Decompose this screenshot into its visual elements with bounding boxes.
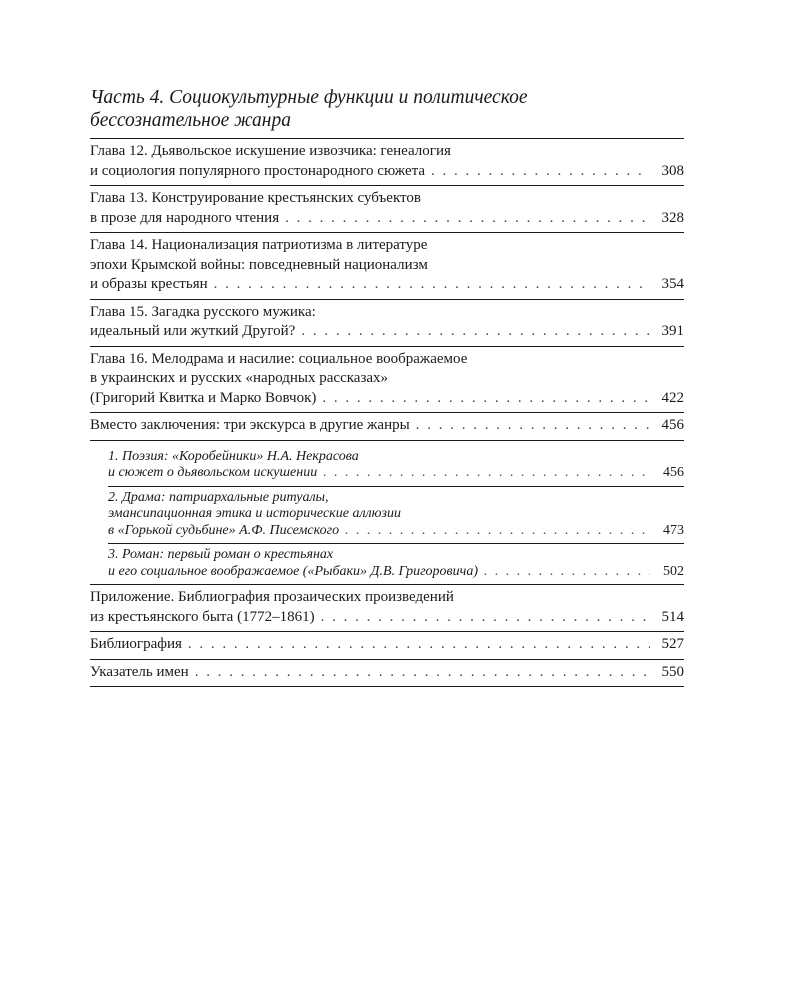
dot-leader <box>484 564 650 581</box>
toc-entry-bibliography[interactable] <box>90 631 684 659</box>
subentry-text: 3. Роман: первый роман о крестьянах <box>108 547 334 562</box>
page-number: 514 <box>661 608 684 625</box>
page-number: 550 <box>661 663 684 680</box>
dot-leader <box>188 635 650 655</box>
entry-text: Глава 12. Дьявольское искушение извозчика: генеалогия <box>90 143 451 159</box>
page-number: 308 <box>661 162 684 179</box>
page-number: 527 <box>661 636 684 652</box>
dot-leader <box>323 465 650 482</box>
toc-entry-conclusion[interactable] <box>90 412 684 440</box>
table-of-contents <box>90 86 684 687</box>
entry-text: Вместо заключения: три экскурса в другие жанры <box>90 417 410 433</box>
toc-entry-chapter-15[interactable] <box>90 299 684 346</box>
toc-entry-chapter-13[interactable] <box>90 185 684 232</box>
dot-leader <box>321 608 650 628</box>
entry-text: и социология популярного простонародного сюжета <box>90 162 426 179</box>
page-number: 328 <box>661 209 684 226</box>
subentry-text: 1. Поэзия: «Коробейники» Н.А. Некрасова <box>108 448 359 464</box>
toc-subentry-novel[interactable] <box>108 543 684 584</box>
divider <box>90 686 684 687</box>
dot-leader <box>301 322 650 342</box>
dot-leader <box>431 162 650 182</box>
page-number: 422 <box>661 389 684 406</box>
entry-text: Глава 14. Национализация патриотизма в литературе <box>90 237 428 253</box>
toc-subentry-poetry[interactable] <box>108 446 684 486</box>
dot-leader <box>285 209 650 229</box>
subentry-text: и сюжет о дьявольском искушении <box>108 465 318 480</box>
toc-subentry-drama[interactable] <box>108 486 684 544</box>
toc-entry-chapter-16[interactable] <box>90 346 684 413</box>
entry-text: Приложение. Библиография прозаических произведений <box>90 589 454 605</box>
toc-entry-appendix[interactable] <box>90 584 684 631</box>
entry-text: Глава 16. Мелодрама и насилие: социальное воображаемое <box>90 350 468 367</box>
entry-text: в украинских и русских «народных рассказах» <box>90 370 389 386</box>
toc-entry-index[interactable] <box>90 659 684 687</box>
toc-entry-chapter-12[interactable] <box>90 138 684 185</box>
dot-leader <box>416 416 650 436</box>
toc-entry-chapter-14[interactable] <box>90 232 684 299</box>
conclusion-subsections <box>90 440 684 585</box>
page-number: 456 <box>663 465 684 480</box>
subentry-text: в «Горькой судьбине» А.Ф. Писемского <box>108 522 340 538</box>
entry-text: Указатель имен <box>90 663 189 680</box>
part-title-line-1: Часть 4. Социокультурные функции и политическое <box>90 87 528 108</box>
entry-text: и образы крестьян <box>90 276 208 292</box>
entry-text: Глава 15. Загадка русского мужика: <box>90 303 316 320</box>
page-number: 391 <box>661 323 684 339</box>
subentry-text: 2. Драма: патриархальные ритуалы, <box>108 489 329 505</box>
entry-text: (Григорий Квитка и Марко Вовчок) <box>90 389 317 406</box>
entry-text: идеальный или жуткий Другой? <box>90 323 296 339</box>
page-number: 354 <box>661 276 684 292</box>
dot-leader <box>322 389 650 409</box>
page-number: 473 <box>663 522 684 538</box>
part-title <box>90 86 684 132</box>
entry-text: эпохи Крымской войны: повседневный национализм <box>90 256 428 273</box>
entry-text: Библиография <box>90 636 182 652</box>
dot-leader <box>345 523 650 540</box>
page-number: 456 <box>661 417 684 433</box>
subentry-text: и его социальное воображаемое («Рыбаки» Д.В. Григоровича) <box>108 563 478 579</box>
page-number: 502 <box>663 563 684 579</box>
dot-leader <box>214 275 650 295</box>
entry-text: из крестьянского быта (1772–1861) <box>90 608 315 625</box>
entry-text: Глава 13. Конструирование крестьянских субъектов <box>90 190 421 206</box>
dot-leader <box>195 663 650 683</box>
subentry-text: эмансипационная этика и исторические аллюзии <box>108 506 401 521</box>
entry-text: в прозе для народного чтения <box>90 209 280 226</box>
part-title-line-2: бессознательное жанра <box>90 110 291 131</box>
